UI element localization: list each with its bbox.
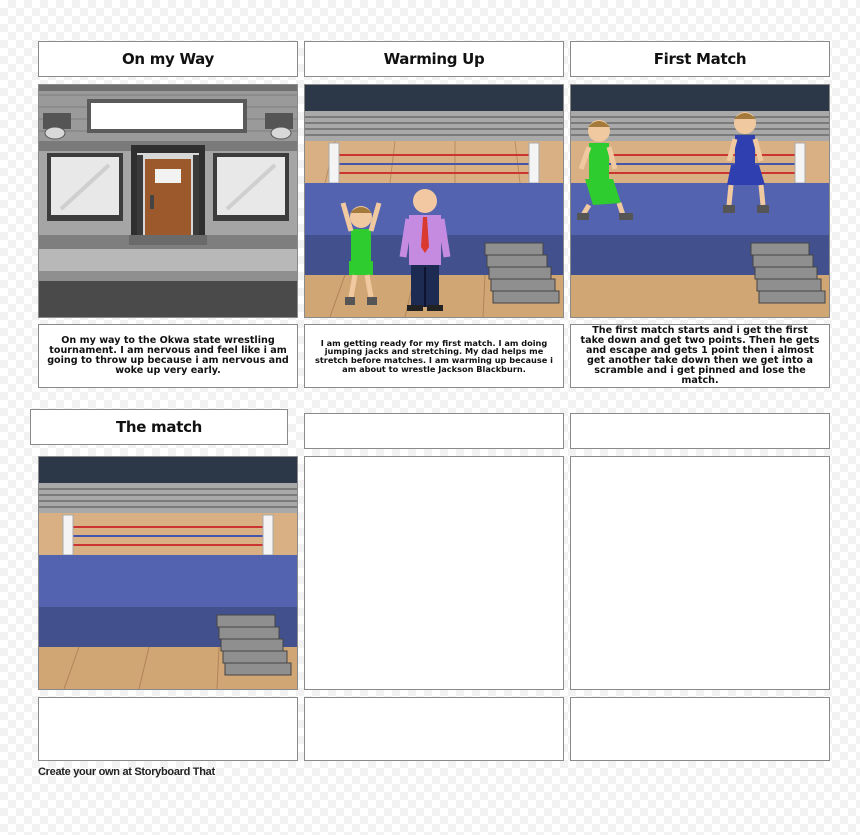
- panel-3-image-first-match: [570, 84, 830, 318]
- panel-2-title: Warming Up: [304, 41, 564, 77]
- panel-4-caption: [38, 697, 298, 761]
- panel-3-caption: The first match starts and i get the first take down and get two points. Then he gets and escape and gets 1 point then i almost get another take down then we get into a scramble and i get pinned and lose the match.: [570, 324, 830, 388]
- panel-6-image-empty: [570, 456, 830, 690]
- panel-1-title: On my Way: [38, 41, 298, 77]
- panel-5-title: [304, 413, 564, 449]
- panel-1-caption: On my way to the Okwa state wrestling tournament. I am nervous and feel like i am going to throw up because i am nervous and woke up very early.: [38, 324, 298, 388]
- panel-6-title: [570, 413, 830, 449]
- panel-4-title: The match: [30, 409, 288, 445]
- panel-4-image-empty-gym: [38, 456, 298, 690]
- panel-2-image-gym-warmup: [304, 84, 564, 318]
- panel-6-caption: [570, 697, 830, 761]
- panel-5-image-empty: [304, 456, 564, 690]
- panel-5-caption: [304, 697, 564, 761]
- panel-3-title: First Match: [570, 41, 830, 77]
- panel-2-caption: I am getting ready for my first match. I am doing jumping jacks and stretching. My dad helps me stretch before matches. I am warming up because i am about to wrestle Jackson Blackburn.: [304, 324, 564, 388]
- storyboard-that-footer[interactable]: Create your own at Storyboard That: [38, 766, 215, 778]
- panel-1-image-school-front: [38, 84, 298, 318]
